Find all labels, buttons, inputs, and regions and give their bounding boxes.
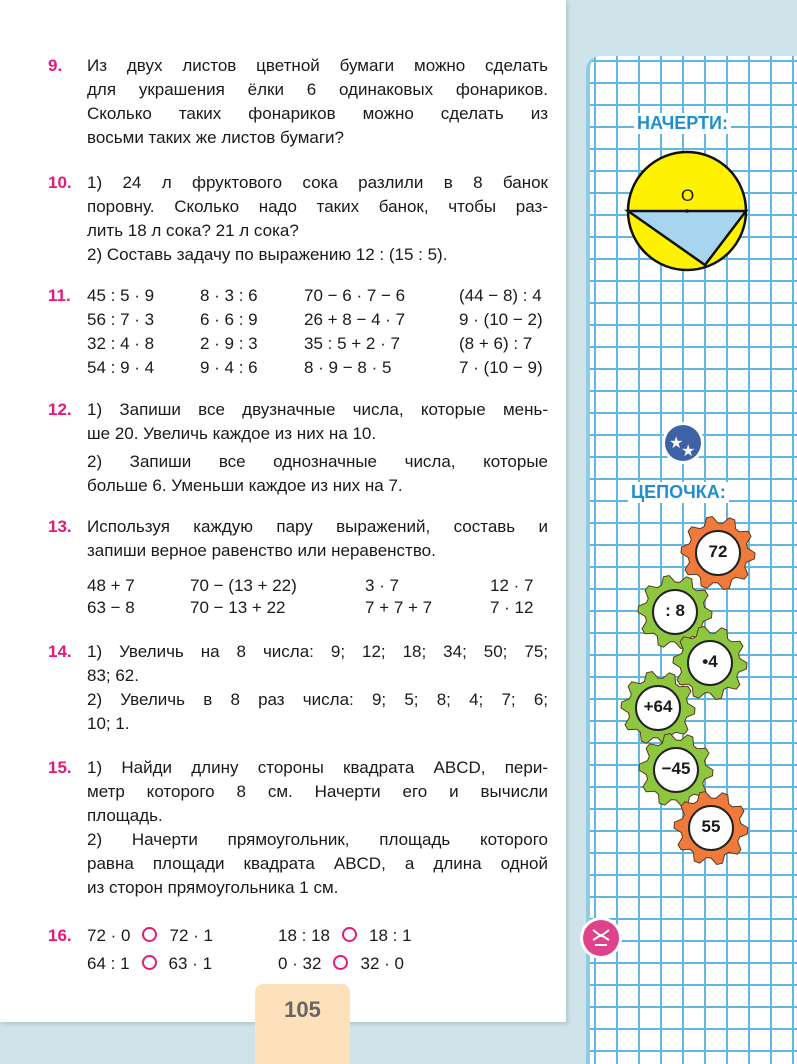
circle-diagram — [628, 152, 746, 270]
text-line: 10; 1. — [87, 714, 130, 733]
text-line: 1) Запиши все двузначные числа, которые мень- — [87, 400, 548, 419]
text-line: равна площади квадрата ABCD, а длина одной — [87, 854, 548, 873]
exercise-number: 15. — [48, 758, 72, 777]
expression: 8 · 9 − 8 · 5 — [304, 358, 392, 377]
expression: 48 + 7 — [87, 576, 135, 595]
text-line: восьми таких же листов бумаги? — [87, 128, 345, 147]
text-line: для украшения ёлки 6 одинаковых фонариков. — [87, 80, 548, 99]
svg-text:★: ★ — [669, 435, 684, 452]
expression: 9 · (10 − 2) — [459, 310, 543, 329]
expression: 63 − 8 — [87, 598, 135, 617]
expression: 2 · 9 : 3 — [200, 334, 258, 353]
exercise-number: 10. — [48, 173, 72, 192]
expression: 3 · 7 — [365, 576, 400, 595]
text-line: из сторон прямоугольника 1 см. — [87, 878, 339, 897]
exercise-number: 12. — [48, 400, 72, 419]
text-line: 2) Увеличь в 8 раз числа: 9; 5; 8; 4; 7; 6; — [87, 690, 548, 709]
expression: 70 − 13 + 22 — [190, 598, 286, 617]
exercise-number: 11. — [48, 286, 71, 305]
text-line: 2) Запиши все однозначные числа, которые — [87, 452, 548, 471]
text-line: Сколько таких фонариков можно сделать из — [87, 104, 548, 123]
text-line: площадь. — [87, 806, 163, 825]
expression: 45 : 5 · 9 — [87, 286, 155, 305]
expression: 54 : 9 · 4 — [87, 358, 155, 377]
text-line: 1) Найди длину стороны квадрата ABCD, пери- — [87, 758, 548, 777]
expression: 9 · 4 : 6 — [200, 358, 258, 377]
expression: 18 : 18 — [278, 926, 330, 945]
expression: 70 − 6 · 7 − 6 — [304, 286, 406, 305]
expression: (8 + 6) : 7 — [459, 334, 533, 353]
text-line: больше 6. Уменьши каждое из них на 7. — [87, 476, 403, 495]
expression: 7 · (10 − 9) — [459, 358, 543, 377]
page-number: 105 — [255, 984, 350, 1064]
text-line: лить 18 л сока? 21 л сока? — [87, 221, 299, 240]
expression: 72 · 0 — [87, 926, 131, 945]
text-line: ше 20. Увеличь каждое из них на 10. — [87, 424, 377, 443]
gear-label: •4 — [702, 652, 718, 671]
expression: 7 + 7 + 7 — [365, 598, 433, 617]
expression: 32 : 4 · 8 — [87, 334, 155, 353]
exercise-number: 16. — [48, 926, 72, 945]
text-line: 1) Увеличь на 8 числа: 9; 12; 18; 34; 50; 75; — [87, 642, 548, 661]
expression: 7 · 12 — [490, 598, 534, 617]
expression: 6 · 6 : 9 — [200, 310, 258, 329]
expression: 63 · 1 — [168, 954, 213, 973]
text-line: поровну. Сколько надо таких банок, чтобы раз- — [87, 197, 548, 216]
text-line: 2) Начерти прямоугольник, площадь которого — [87, 830, 548, 849]
star-badge-icon — [662, 422, 704, 464]
expression: 64 : 1 — [87, 954, 130, 973]
expression: 26 + 8 − 4 · 7 — [304, 310, 406, 329]
expression: (44 − 8) : 4 — [459, 286, 542, 305]
gear-label: : 8 — [665, 601, 685, 620]
exercise-number: 14. — [48, 642, 72, 661]
expression: 70 − (13 + 22) — [190, 576, 297, 595]
gear-label: −45 — [661, 759, 691, 778]
text-line: Используя каждую пару выражений, составь и — [87, 517, 548, 536]
gear-label: +64 — [643, 697, 673, 716]
gear-label: 55 — [701, 817, 721, 836]
expression: 12 · 7 — [490, 576, 534, 595]
text-line: 1) 24 л фруктового сока разлили в 8 банок — [87, 173, 548, 192]
text-line: запиши верное равенство или неравенство. — [87, 541, 436, 560]
expression: 18 : 1 — [369, 926, 412, 945]
expression: 0 · 32 — [278, 954, 322, 973]
expression: 72 · 1 — [169, 926, 213, 945]
gear-label: 72 — [708, 542, 728, 561]
svg-text:★: ★ — [681, 443, 696, 460]
text-line: 2) Составь задачу по выражению 12 : (15 : 5). — [87, 245, 448, 264]
text-line: метр которого 8 см. Начерти его и вычисли — [87, 782, 548, 801]
text-line: Из двух листов цветной бумаги можно сделать — [87, 56, 548, 75]
expression: 32 · 0 — [360, 954, 404, 973]
expression: 35 : 5 + 2 · 7 — [304, 334, 400, 353]
text-line: 83; 62. — [87, 666, 139, 685]
exercise-number: 9. — [48, 56, 63, 75]
pink-badge-icon — [580, 917, 622, 959]
gear-chain — [621, 517, 755, 865]
expression: 8 · 3 : 6 — [200, 286, 258, 305]
expression: 56 : 7 · 3 — [87, 310, 155, 329]
draw-heading: НАЧЕРТИ: — [634, 113, 731, 134]
circle-center-label: O — [681, 186, 695, 205]
exercise-number: 13. — [48, 517, 72, 536]
chain-heading: ЦЕПОЧКА: — [628, 482, 729, 503]
